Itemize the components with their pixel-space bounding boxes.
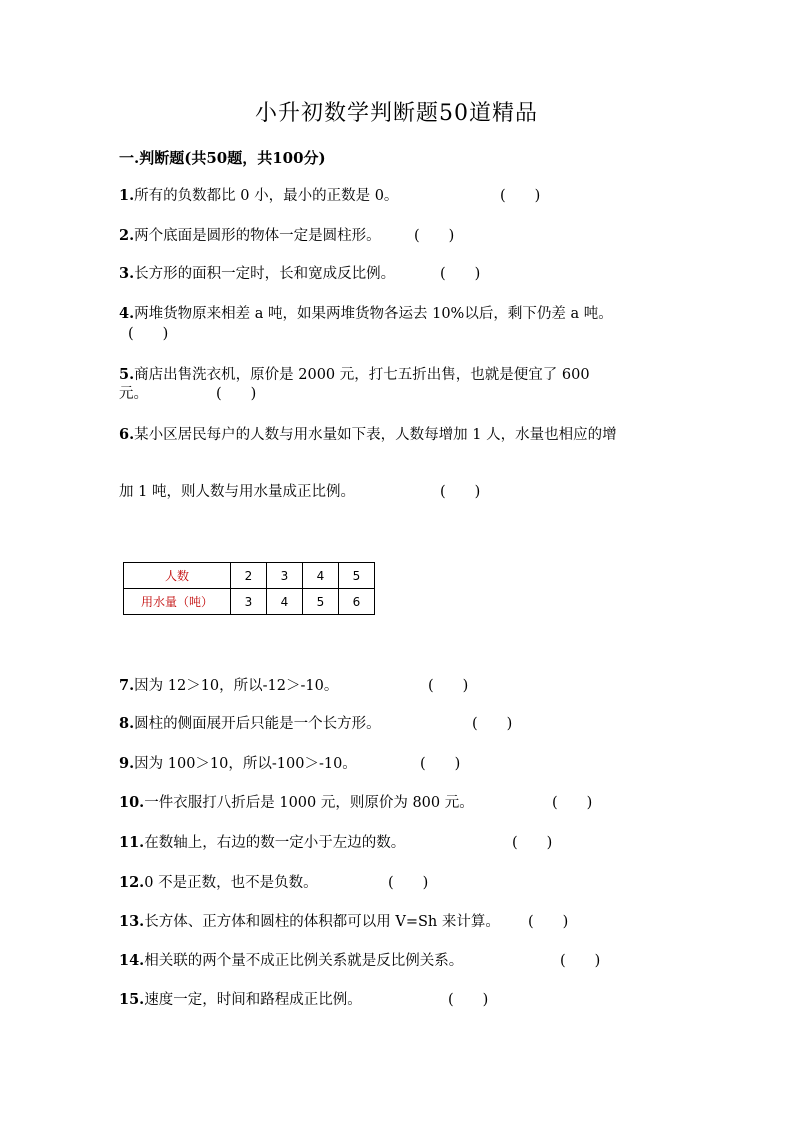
answer-blank[interactable]: ( ) — [552, 795, 593, 811]
table-cell: 5 — [303, 589, 339, 615]
table-cell: 5 — [339, 563, 375, 589]
question-12 — [119, 873, 318, 893]
question-number: 11. — [119, 834, 145, 851]
answer-blank[interactable]: ( ) — [472, 716, 513, 732]
answer-blank[interactable]: ( ) — [414, 228, 455, 244]
question-number: 14. — [119, 952, 145, 969]
question-text: 一件衣服打八折后是 1000 元，则原价为 800 元。 — [144, 795, 474, 811]
table-row — [124, 563, 375, 589]
water-usage-table — [123, 562, 375, 615]
question-text: 某小区居民每户的人数与用水量如下表，人数每增加 1 人，水量也相应的增 — [134, 427, 617, 443]
question-number: 2. — [119, 227, 135, 244]
question-text: 在数轴上，右边的数一定小于左边的数。 — [144, 835, 406, 851]
table-cell: 6 — [339, 589, 375, 615]
question-3 — [119, 264, 395, 284]
question-number: 15. — [119, 991, 145, 1008]
question-text: 速度一定，时间和路程成正比例。 — [144, 992, 362, 1008]
answer-blank[interactable]: ( ) — [512, 835, 553, 851]
question-number: 3. — [119, 265, 135, 282]
question-text: 相关联的两个量不成正比例关系就是反比例关系。 — [144, 953, 464, 969]
question-text: 长方体、正方体和圆柱的体积都可以用 V=Sh 来计算。 — [144, 914, 500, 930]
table-header-cell: 人数 — [124, 563, 231, 589]
question-6 — [119, 425, 617, 445]
question-number: 5. — [119, 366, 135, 383]
question-15 — [119, 990, 362, 1010]
answer-blank[interactable]: ( ) — [500, 188, 541, 204]
table-header-cell: 用水量（吨） — [124, 589, 231, 615]
question-number: 13. — [119, 913, 145, 930]
question-text: 所有的负数都比 0 小，最小的正数是 0。 — [134, 188, 399, 204]
question-number: 6. — [119, 426, 135, 443]
answer-blank[interactable]: ( ) — [560, 953, 601, 969]
question-4 — [119, 304, 613, 324]
table-row — [124, 589, 375, 615]
answer-blank[interactable]: ( ) — [440, 266, 481, 282]
question-text: 商店出售洗衣机，原价是 2000 元，打七五折出售，也就是便宜了 600 — [134, 367, 590, 383]
question-number: 4. — [119, 305, 135, 322]
answer-blank[interactable]: ( ) — [128, 326, 169, 342]
table-cell: 3 — [231, 589, 267, 615]
answer-blank[interactable]: ( ) — [216, 386, 257, 402]
answer-blank[interactable]: ( ) — [428, 678, 469, 694]
question-text: 两堆货物原来相差 a 吨，如果两堆货物各运去 10%以后，剩下仍差 a 吨。 — [134, 306, 613, 322]
question-6-line-2: 加 1 吨，则人数与用水量成正比例。 — [119, 484, 355, 500]
question-8 — [119, 714, 381, 734]
question-number: 7. — [119, 677, 135, 694]
table-cell: 4 — [267, 589, 303, 615]
question-text: 两个底面是圆形的物体一定是圆柱形。 — [134, 228, 381, 244]
table-cell: 4 — [303, 563, 339, 589]
question-number: 10. — [119, 794, 145, 811]
question-1 — [119, 186, 398, 206]
question-5 — [119, 365, 590, 385]
question-text: 0 不是正数，也不是负数。 — [144, 875, 318, 891]
answer-blank[interactable]: ( ) — [448, 992, 489, 1008]
page-title: 小升初数学判断题50道精品 — [255, 101, 538, 126]
question-text: 长方形的面积一定时，长和宽成反比例。 — [134, 266, 396, 282]
question-number: 9. — [119, 755, 135, 772]
table-cell: 3 — [267, 563, 303, 589]
question-10 — [119, 793, 474, 813]
question-text: 因为 100＞10，所以-100＞-10。 — [134, 756, 357, 772]
question-text: 圆柱的侧面展开后只能是一个长方形。 — [134, 716, 381, 732]
question-5-line-2: 元。 — [119, 386, 148, 402]
question-text: 因为 12＞10，所以-12＞-10。 — [134, 678, 339, 694]
question-7 — [119, 676, 338, 696]
question-11 — [119, 833, 405, 853]
answer-blank[interactable]: ( ) — [440, 484, 481, 500]
answer-blank[interactable]: ( ) — [528, 914, 569, 930]
question-number: 12. — [119, 874, 145, 891]
answer-blank[interactable]: ( ) — [388, 875, 429, 891]
answer-blank[interactable]: ( ) — [420, 756, 461, 772]
question-9 — [119, 754, 357, 774]
question-number: 1. — [119, 187, 135, 204]
question-2 — [119, 226, 381, 246]
table-cell: 2 — [231, 563, 267, 589]
question-14 — [119, 951, 463, 971]
section-heading: 一.判断题(共50题，共100分) — [119, 149, 326, 167]
question-13 — [119, 912, 500, 932]
question-number: 8. — [119, 715, 135, 732]
